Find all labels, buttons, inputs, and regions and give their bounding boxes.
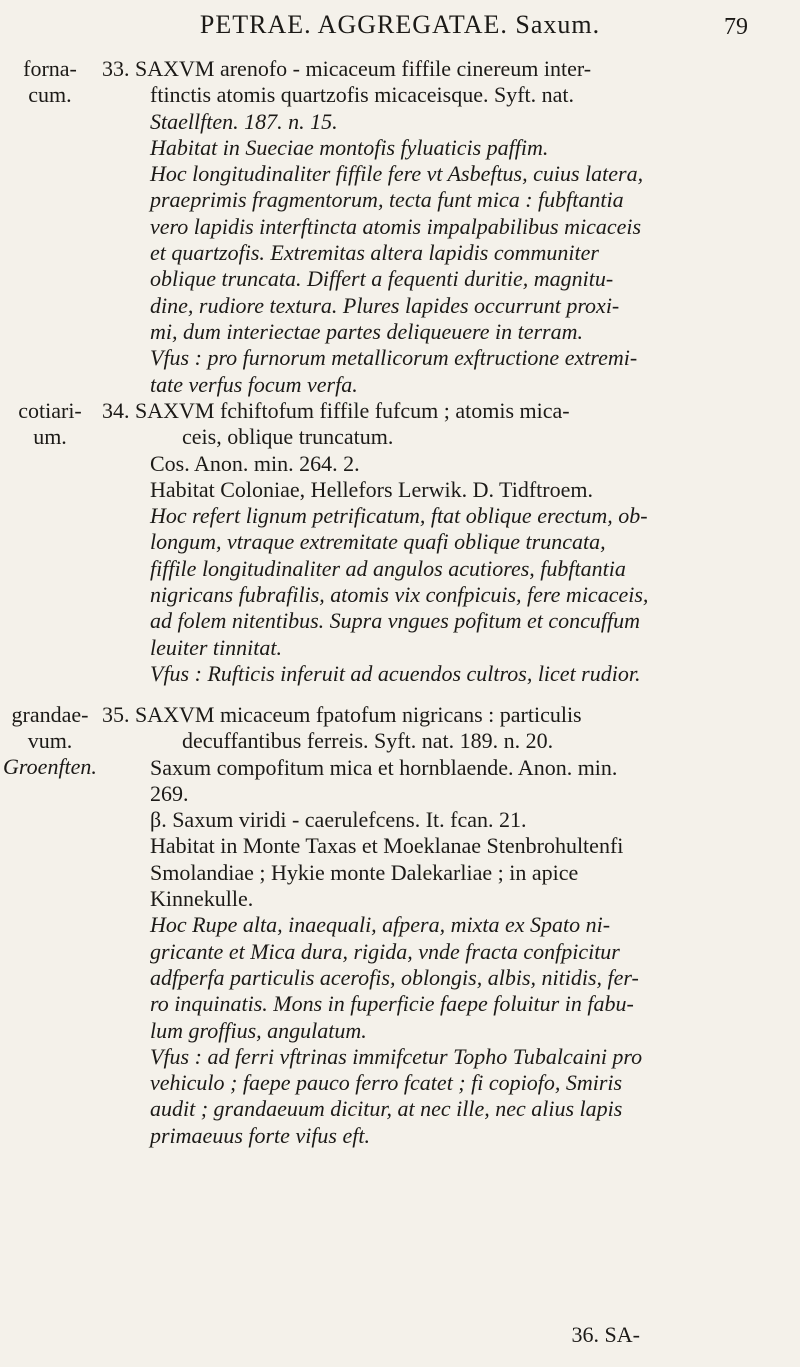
entry-34 — [102, 398, 770, 687]
text-line: ad folem nitentibus. Supra vngues pofitum et concuffum — [150, 608, 641, 634]
text-line: Vfus : pro furnorum metallicorum exftructione extremi- — [150, 345, 638, 371]
text-line: 35. SAXVM micaceum fpatofum nigricans : particulis — [102, 702, 582, 727]
margin-note-line: cum. — [28, 82, 72, 107]
entry-33 — [102, 56, 770, 398]
text-line: Saxum compofitum mica et hornblaende. Anon. min. — [150, 754, 618, 780]
margin-note-line: Groenften. — [3, 754, 97, 779]
text-line: longum, vtraque extremitate quafi oblique truncata, — [150, 529, 606, 555]
text-line: Hoc Rupe alta, inaequali, afpera, mixta ex Spato ni- — [150, 912, 611, 938]
text-line: 34. SAXVM fchiftofum fiffile fufcum ; atomis mica- — [102, 398, 570, 423]
text-line: tate verfus focum verfa. — [150, 371, 358, 397]
text-line: Staellften. 187. n. 15. — [150, 108, 338, 134]
margin-note-line: cotiari- — [18, 398, 82, 423]
text-line: ceis, oblique truncatum. — [182, 424, 394, 450]
text-line: et quartzofis. Extremitas altera lapidis communiter — [150, 240, 599, 266]
text-line: vehiculo ; faepe pauco ferro fcatet ; fi copiofo, Smiris — [150, 1070, 623, 1096]
text-line: adfperfa particulis acerofis, oblongis, albis, nitidis, fer- — [150, 964, 639, 990]
margin-note-line: forna- — [23, 56, 77, 81]
text-line: leuiter tinnitat. — [150, 634, 282, 660]
margin-note-line: vum. — [27, 728, 73, 753]
margin-note-34 — [0, 398, 100, 450]
entry-35 — [102, 702, 770, 1149]
text-line: Smolandiae ; Hykie monte Dalekarliae ; in apice — [150, 859, 579, 885]
text-line: primaeuus forte vifus eft. — [150, 1122, 370, 1148]
text-line: Vfus : ad ferri vftrinas immifcetur Topho Tubalcaini pro — [150, 1043, 643, 1069]
margin-note-line: um. — [33, 424, 67, 449]
text-line: 269. — [150, 780, 189, 806]
text-line: dine, rudiore textura. Plures lapides occurrunt proxi- — [150, 292, 620, 318]
text-line: Cos. Anon. min. 264. 2. — [150, 450, 360, 476]
text-line: Habitat in Monte Taxas et Moeklanae Stenbrohultenfi — [150, 833, 624, 859]
text-line: Habitat in Sueciae montofis fyluaticis paffim. — [150, 134, 549, 160]
text-line: Hoc refert lignum petrificatum, ftat oblique erectum, ob- — [150, 503, 648, 529]
text-line: gricante et Mica dura, rigida, vnde fracta confpicitur — [150, 938, 620, 964]
text-line: fiffile longitudinaliter ad angulos acutiores, fubftantia — [150, 555, 626, 581]
margin-note-35 — [0, 702, 100, 780]
running-title: PETRAE. AGGREGATAE. Saxum. — [199, 10, 601, 39]
text-line: lum groffius, angulatum. — [150, 1017, 367, 1043]
margin-note-line: grandae- — [11, 702, 89, 727]
text-line: oblique truncata. Differt a fequenti duritie, magnitu- — [150, 266, 614, 292]
text-line: audit ; grandaeuum dicitur, at nec ille, nec alius lapis — [150, 1096, 623, 1122]
text-line: nigricans fubrafilis, atomis vix confpicuis, fere micaceis, — [150, 582, 649, 608]
text-line: praeprimis fragmentorum, tecta funt mica : fubftantia — [150, 187, 624, 213]
text-line: Hoc longitudinaliter fiffile fere vt Asbeftus, cuius latera, — [150, 161, 644, 187]
text-line: Habitat Coloniae, Hellefors Lerwik. D. Tidftroem. — [150, 476, 593, 502]
text-line: ro inquinatis. Mons in fuperficie faepe foluitur in fabu- — [150, 991, 634, 1017]
catchword: 36. SA- — [571, 1322, 640, 1347]
text-line: vero lapidis interftincta atomis impalpabilibus micaceis — [150, 213, 642, 239]
text-line: mi, dum interiectae partes deliqueuere in terram. — [150, 318, 583, 344]
text-line: Vfus : Rufticis inferuit ad acuendos cultros, licet rudior. — [150, 660, 641, 686]
text-line: ftinctis atomis quartzofis micaceisque. Syft. nat. — [150, 82, 575, 108]
text-line: decuffantibus ferreis. Syft. nat. 189. n. 20. — [182, 728, 554, 754]
text-line: Kinnekulle. — [150, 886, 254, 912]
page-number: 79 — [724, 14, 748, 40]
margin-note-33 — [0, 56, 100, 108]
text-line: β. Saxum viridi - caerulefcens. It. fcan. 21. — [150, 807, 527, 833]
text-line: 33. SAXVM arenofo - micaceum fiffile cinereum inter- — [102, 56, 592, 81]
